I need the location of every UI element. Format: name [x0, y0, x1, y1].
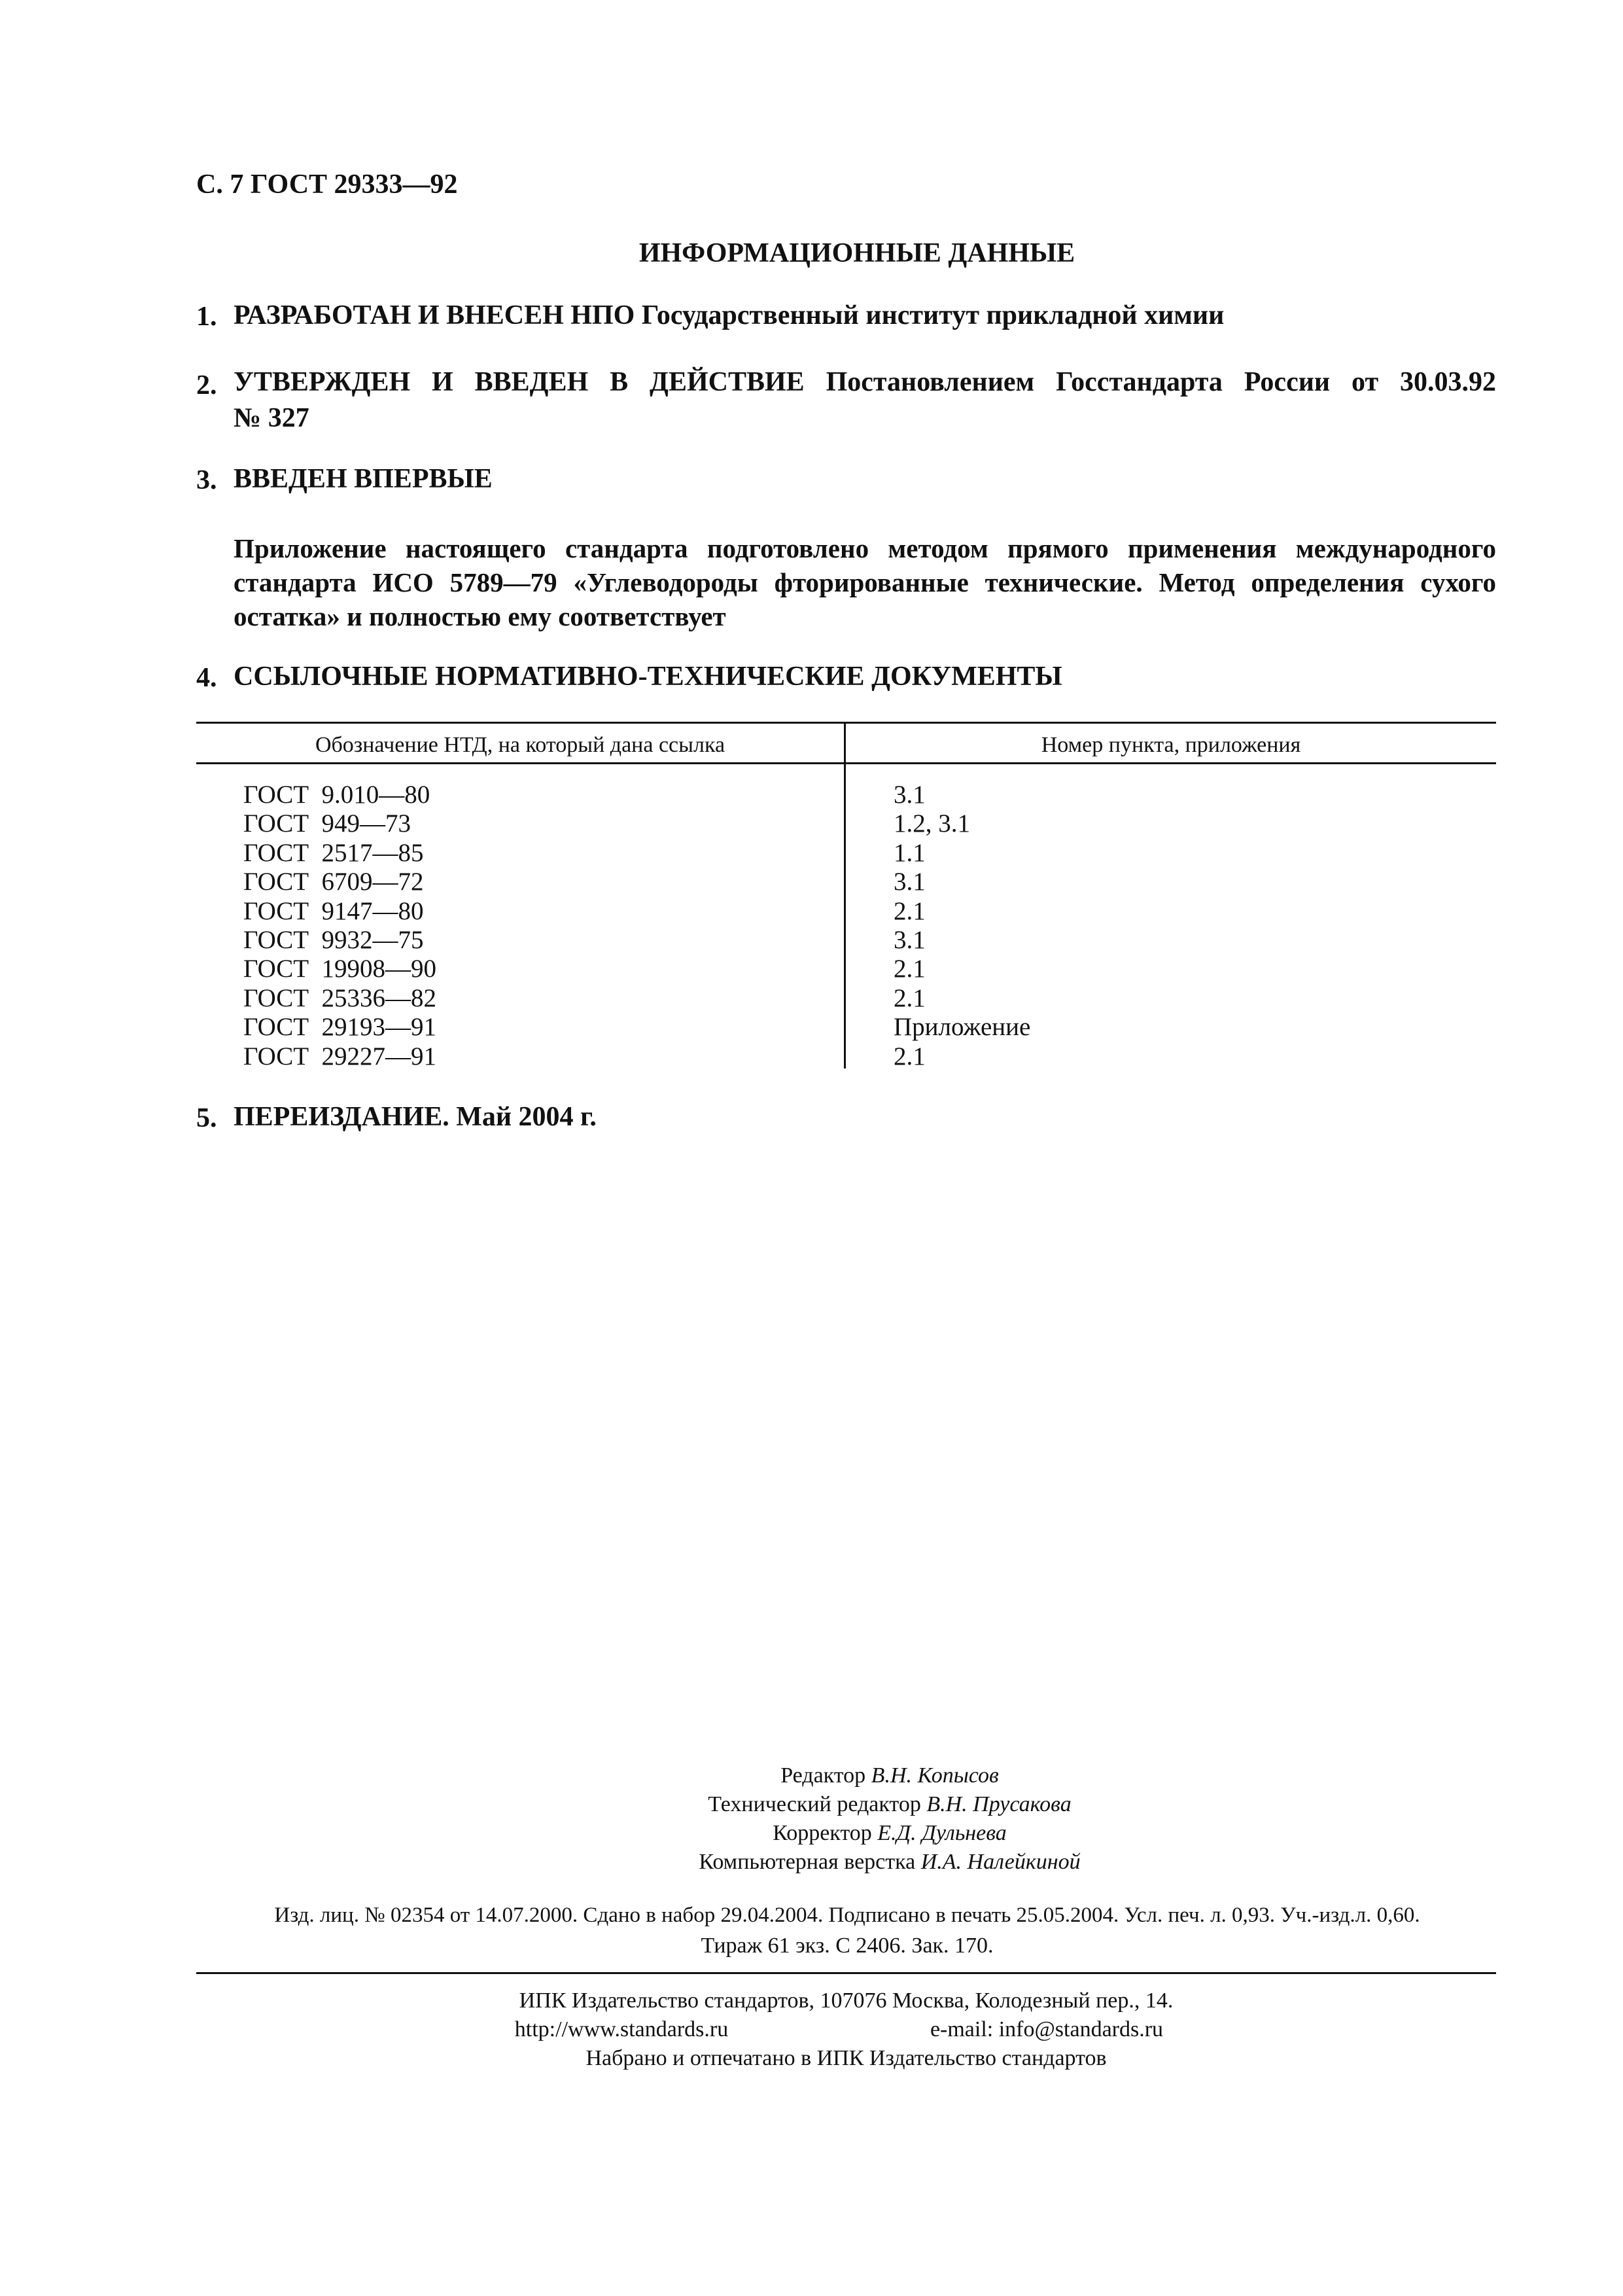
- table-cell-ref: 3.1: [894, 868, 926, 896]
- credit-editor: [589, 1763, 1191, 1788]
- table-cell-ref: 2.1: [894, 896, 926, 925]
- item-3-paragraph: [234, 531, 1496, 633]
- credit-editor-name: В.Н. Копысов: [871, 1763, 999, 1788]
- table-cell-ref: 2.1: [894, 955, 926, 983]
- item-1-text: РАЗРАБОТАН И ВНЕСЕН НПО Государственный институт прикладной химии: [234, 300, 1225, 330]
- table-cell-doc: ГОСТ 29193—91: [243, 1013, 437, 1042]
- table-cell-doc: ГОСТ 29227—91: [243, 1042, 437, 1070]
- table-column-divider: [844, 722, 846, 1069]
- table-cell-doc: ГОСТ 949—73: [243, 809, 411, 838]
- table-cell-doc: ГОСТ 9932—75: [243, 926, 424, 954]
- table-header-doc: Обозначение НТД, на который дана ссылка: [315, 733, 725, 757]
- print-info-line-1: Изд. лиц. № 02354 от 14.07.2000. Сдано в набор 29.04.2004. Подписано в печать 25.05.2004. Усл. печ. л. 0,93. Уч.-изд.л. 0,60.: [274, 1903, 1420, 1927]
- table-header-rule: [196, 762, 1496, 764]
- item-5-number: 5.: [196, 1103, 217, 1133]
- table-cell-ref: 1.1: [894, 838, 926, 867]
- table-cell-ref: 1.2, 3.1: [894, 809, 970, 838]
- item-3-paragraph-line-1: Приложение настоящего стандарта подготовлено методом прямого применения международного: [234, 533, 1496, 563]
- item-3-paragraph-line-2: стандарта ИСО 5789—79 «Углеводороды фторированные технические. Метод определения сухого: [234, 567, 1496, 597]
- table-cell-ref: 2.1: [894, 983, 926, 1012]
- table-cell-ref: 3.1: [894, 781, 926, 809]
- item-1-number: 1.: [196, 302, 217, 332]
- credit-corrector-name: Е.Д. Дульнева: [877, 1821, 1007, 1845]
- credit-tech-editor: [589, 1792, 1191, 1817]
- item-3-number: 3.: [196, 465, 217, 495]
- table-cell-doc: ГОСТ 9.010—80: [243, 781, 430, 809]
- item-3-paragraph-line-3: остатка» и полностью ему соответствует: [234, 601, 726, 631]
- credit-corrector-label: Корректор: [773, 1821, 872, 1845]
- table-cell-doc: ГОСТ 19908—90: [243, 955, 437, 983]
- credit-corrector: [589, 1821, 1191, 1846]
- item-2-line-1: УТВЕРЖДЕН И ВВЕДЕН В ДЕЙСТВИЕ Постановлением Госстандарта России от 30.03.92: [234, 367, 1496, 397]
- table-cell-ref: 3.1: [894, 926, 926, 954]
- table-cell-doc: ГОСТ 25336—82: [243, 983, 437, 1012]
- item-4-text: ССЫЛОЧНЫЕ НОРМАТИВНО-ТЕХНИЧЕСКИЕ ДОКУМЕНТЫ: [234, 662, 1062, 692]
- page-header: С. 7 ГОСТ 29333—92: [196, 169, 458, 200]
- item-2-line-2: № 327: [234, 403, 309, 433]
- credit-layout-name: И.А. Налейкиной: [920, 1850, 1081, 1874]
- credit-tech-editor-name: В.Н. Прусакова: [926, 1792, 1072, 1816]
- table-cell-doc: ГОСТ 2517—85: [243, 838, 424, 867]
- item-2-number: 2.: [196, 370, 217, 400]
- table-cell-ref: 2.1: [894, 1042, 926, 1070]
- item-4-number: 4.: [196, 663, 217, 693]
- item-3-text: ВВЕДЕН ВПЕРВЫЕ: [234, 464, 493, 494]
- print-info-line-2: Тираж 61 экз. С 2406. Зак. 170.: [701, 1934, 994, 1958]
- credit-tech-editor-label: Технический редактор: [708, 1792, 921, 1816]
- publisher-address: ИПК Издательство стандартов, 107076 Москва, Колодезный пер., 14.: [519, 1988, 1174, 2013]
- item-5-text: ПЕРЕИЗДАНИЕ. Май 2004 г.: [234, 1102, 597, 1132]
- publisher-printed-by: Набрано и отпечатано в ИПК Издательство стандартов: [585, 2046, 1107, 2070]
- publisher-url[interactable]: http://www.standards.ru: [514, 2017, 729, 2041]
- credit-layout-label: Компьютерная верстка: [699, 1850, 916, 1874]
- credit-layout: [589, 1850, 1191, 1875]
- table-cell-doc: ГОСТ 6709—72: [243, 868, 424, 896]
- table-cell-ref: Приложение: [894, 1013, 1031, 1042]
- table-top-rule: [196, 722, 1496, 724]
- footer-rule: [196, 1972, 1496, 1974]
- publisher-email[interactable]: e-mail: info@standards.ru: [930, 2017, 1164, 2041]
- table-header-ref: Номер пункта, приложения: [1041, 733, 1301, 757]
- table-cell-doc: ГОСТ 9147—80: [243, 896, 424, 925]
- page-title: ИНФОРМАЦИОННЫЕ ДАННЫЕ: [638, 238, 1075, 268]
- credit-editor-label: Редактор: [780, 1763, 866, 1788]
